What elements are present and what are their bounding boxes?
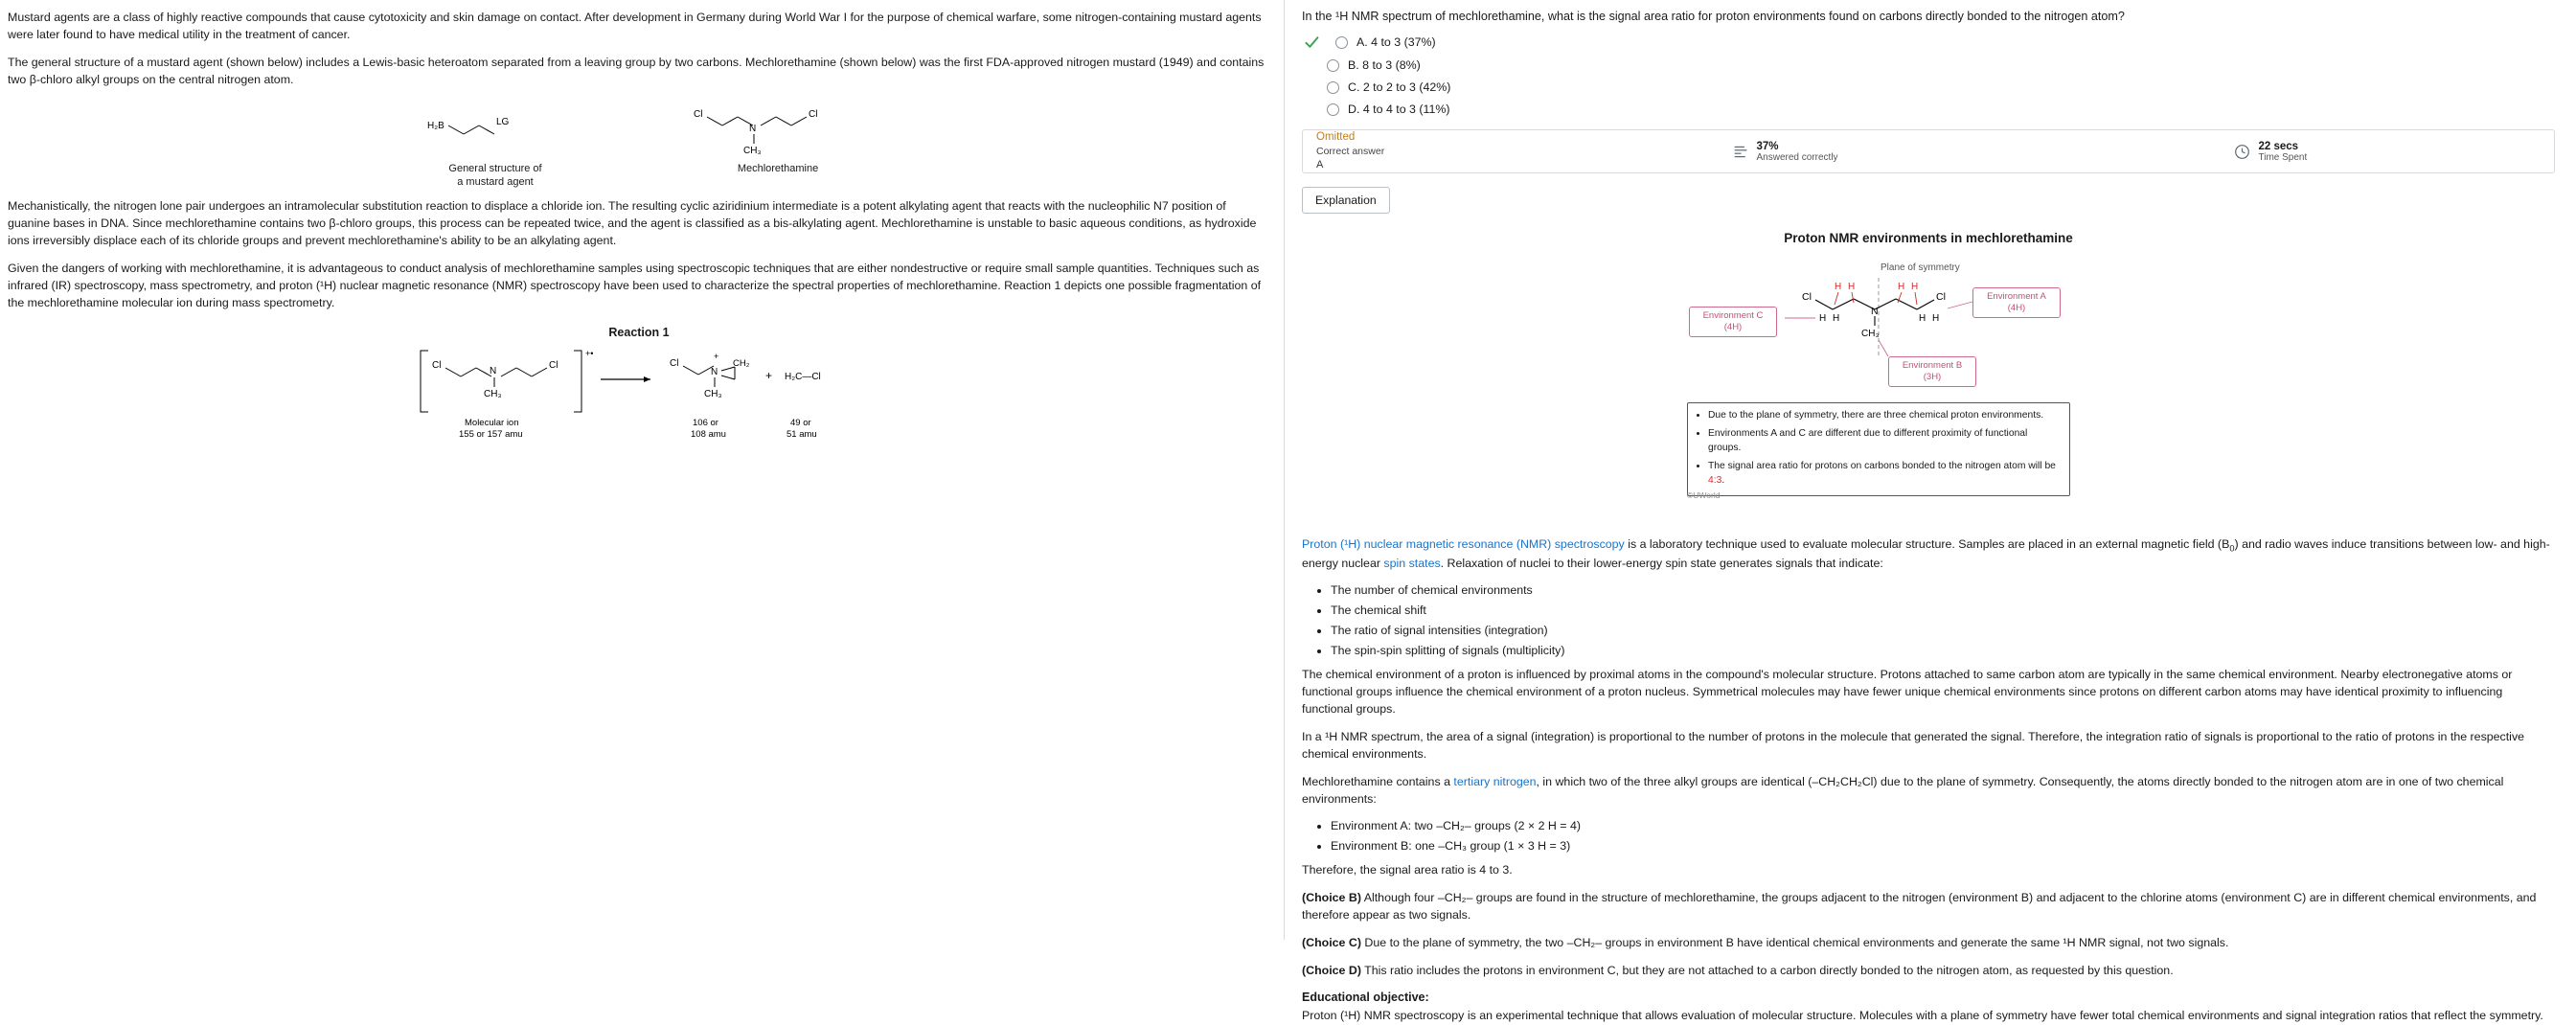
mechlorethamine-svg <box>692 100 864 159</box>
explanation-bullets-2 <box>1302 819 2555 853</box>
nmr-h-c4: H <box>1932 313 1940 324</box>
general-lg-label: LG <box>496 116 510 127</box>
spin-states-link[interactable]: spin states <box>1383 556 1441 570</box>
passage-paragraph-1: Mustard agents are a class of highly reactive compounds that cause cytotoxicity and skin damage on contact. After development in Germany during World War I for the purpose of chemical warfare, some nitrogen-containing mustard agents were later found to have medical utility in the treatment of cancer. <box>8 11 1262 41</box>
correct-answer-label: Correct answer <box>1316 146 1385 158</box>
reactant-cl-left: Cl <box>432 360 442 372</box>
percent-sub: Answered correctly <box>1756 151 1838 163</box>
mechlorethamine-structure <box>692 100 864 190</box>
time-spent <box>2136 141 2541 163</box>
passage-paragraph-3: Mechanistically, the nitrogen lone pair undergoes an intramolecular substitution reaction to displace a chloride ion. The resulting cyclic aziridinium intermediate is a potent alkylating agent that reacts with the nucleophilic N7 position of guanine bases in DNA. Since mechlorethamine contains two β-chloro groups, this process can be repeated twice, and the agent is classified as a bis-alkylating agent. Mechlorethamine is unstable to basic aqueous conditions, as hydroxide ions irreversibly displace each of its chloride groups and prevent mechlorethamine's ability to be an alkylating agent. <box>8 199 1257 248</box>
explanation-p1-sub: 0 <box>2229 543 2235 554</box>
structure-figures <box>8 100 1270 190</box>
explanation-paragraph-5: Therefore, the signal area ratio is 4 to 3. <box>1302 862 1513 877</box>
percent-correct <box>1733 141 2137 163</box>
stats-bar <box>1302 129 2555 173</box>
correct-answer-value: A <box>1316 159 1324 171</box>
passage-paragraph-4: Given the dangers of working with mechlorethamine, it is advantageous to conduct analysis of mechlorethamine samples using spectroscopic techniques that are either nondestructive or require small sample quantities. Techniques such as infrared (IR) spectroscopy, mass spectrometry, and proton (¹H) nuclear magnetic resonance (NMR) spectroscopy have been used to characterize the spectral properties of mechlorethamine. Reaction 1 depicts one possible fragmentation of the mechlorethamine molecular ion during mass spectrometry. <box>8 262 1262 310</box>
explanation-button[interactable]: Explanation <box>1302 187 1390 214</box>
reactant-cap1: Molecular ion <box>465 418 519 429</box>
time-value: 22 secs <box>2258 140 2299 152</box>
tertiary-nitrogen-link[interactable]: tertiary nitrogen <box>1453 774 1537 788</box>
nmr-link[interactable]: Proton (¹H) nuclear magnetic resonance (NMR) spectroscopy <box>1302 537 1625 551</box>
choice-d-label: D. 4 to 4 to 3 (11%) <box>1348 102 1450 116</box>
product2-cap1: 49 or <box>790 418 811 429</box>
passage-paragraph-2: The general structure of a mustard agent (shown below) includes a Lewis-basic heteroatom separated from a leaving group by two carbons. Mechlorethamine (shown below) was the first FDA-approved nitrogen mustard (1949) and contains two β-chloro alkyl groups on the central nitrogen atom. <box>8 55 1265 86</box>
nmr-h-a2: H <box>1848 282 1856 292</box>
callout-environment-b: Environment B (3H) <box>1888 356 1976 387</box>
general-hb-label: H₂B <box>427 120 445 131</box>
omitted-label: Omitted <box>1316 130 1356 143</box>
explanation-bullets-1 <box>1302 583 2555 657</box>
explanation-p1c: . Relaxation of nuclei to their lower-energy spin state generates signals that indicate: <box>1440 556 1883 570</box>
reactant-ch3: CH₃ <box>484 389 502 400</box>
nmr-figure <box>1302 231 2555 527</box>
nmr-h-c3: H <box>1919 313 1926 324</box>
radio-b[interactable] <box>1327 59 1339 72</box>
figure-note-2: • Environments A and C are different due to different proximity of functional groups. <box>1708 427 2061 456</box>
mechlorethamine-caption: Mechlorethamine <box>737 162 819 174</box>
bar-chart-icon <box>1733 144 1749 160</box>
uworld-watermark: ©UWorld <box>1687 490 1721 500</box>
choice-b[interactable] <box>1325 58 2555 72</box>
nmr-cl-left: Cl <box>1802 291 1812 303</box>
choice-c-label: C. 2 to 2 to 3 (42%) <box>1348 80 1451 94</box>
choice-d-tag: (Choice D) <box>1302 963 1361 977</box>
educational-objective-body: Proton (¹H) NMR spectroscopy is an experimental technique that allows evaluation of molecular structure. Molecules with a plane of symmetry have fewer total chemical environments and signal integration ratios that reflect the symmetry. <box>1302 1008 2543 1022</box>
product1-cl: Cl <box>670 358 679 370</box>
reaction-svg <box>409 343 869 448</box>
mech-n: N <box>749 123 757 134</box>
explanation-paragraph-2: The chemical environment of a proton is influenced by proximal atoms in the compound's molecular structure. Protons attached to same carbon atom are typically in the same chemical environment. Nearby electronegative atoms or functional groups influence the chemical environment of a proton nucleus. Symmetrical molecules may have fewer unique chemical environments since protons on different carbon atoms may have identical proximity to influencing functional groups. <box>1302 667 2513 716</box>
percent-value: 37% <box>1756 140 1779 152</box>
mech-cl-right: Cl <box>809 108 818 120</box>
explanation-paragraph-1 <box>1302 536 2555 573</box>
bullet-env-a: • Environment A: two –CH₂– groups (2 × 2 H = 4) <box>1331 819 2555 832</box>
radio-d[interactable] <box>1327 103 1339 116</box>
choice-d-text: This ratio includes the protons in environment C, but they are not attached to a carbon directly bonded to the nitrogen atom, as requested by this question. <box>1360 963 2174 977</box>
choice-list <box>1302 34 2555 116</box>
bullet-env-b: • Environment B: one –CH₃ group (1 × 3 H = 3) <box>1331 839 2555 853</box>
omitted-status <box>1316 130 1733 173</box>
product1-ch3: CH₃ <box>704 389 722 400</box>
choice-b-label: B. 8 to 3 (8%) <box>1348 58 1421 72</box>
choice-c-text: Due to the plane of symmetry, the two –CH₂– groups in environment B have identical chemical environments and generate the same ¹H NMR signal, not two signals. <box>1360 935 2229 949</box>
nmr-h-a4: H <box>1911 282 1919 292</box>
nmr-figure-canvas <box>1497 249 2359 527</box>
choice-c-explanation <box>1302 935 2555 952</box>
reaction-title: Reaction 1 <box>608 326 670 340</box>
reaction-plus: + <box>765 369 773 383</box>
choice-d[interactable] <box>1325 102 2555 116</box>
explanation-paragraph-3: In a ¹H NMR spectrum, the area of a signal (integration) is proportional to the number of protons in the molecule that generated the signal. Therefore, the integration ratio of signals is proportional to the ratio of protons in the respective chemical environments. <box>1302 729 2525 761</box>
explanation-paragraph-4 <box>1302 774 2555 809</box>
time-sub: Time Spent <box>2258 151 2308 163</box>
choice-c[interactable] <box>1325 80 2555 94</box>
explanation-p1a: is a laboratory technique used to evaluate molecular structure. Samples are placed in an external magnetic field (B <box>1624 537 2230 551</box>
check-icon <box>1304 34 1319 50</box>
clock-icon <box>2234 144 2250 160</box>
choice-b-text: Although four –CH₂– groups are found in the structure of mechlorethamine, the groups adjacent to the nitrogen (environment B) and adjacent to the chlorine atoms (environment C) are in different chemical environments, and therefore appear as two signals. <box>1302 890 2537 922</box>
figure-note-1: • Due to the plane of symmetry, there are three chemical proton environments. <box>1708 409 2061 423</box>
bullet-2: • The chemical shift <box>1331 604 2555 617</box>
bullet-1: • The number of chemical environments <box>1331 583 2555 597</box>
general-structure-caption: General structure of a mustard agent <box>448 162 542 188</box>
product2-formula: H₂C—Cl <box>785 372 821 383</box>
figure-note-3: • The signal area ratio for protons on carbons bonded to the nitrogen atom will be 4:3. <box>1708 460 2061 489</box>
question-stem: In the ¹H NMR spectrum of mechlorethamine, what is the signal area ratio for proton environments found on carbons directly bonded to the nitrogen atom? <box>1302 10 2125 23</box>
product1-cap1: 106 or <box>693 418 718 429</box>
choice-c-tag: (Choice C) <box>1302 935 1361 949</box>
passage-column <box>0 0 1284 940</box>
figure-note-ratio: 4:3 <box>1708 474 1722 486</box>
figure-notes <box>1687 402 2070 496</box>
nmr-figure-title: Proton NMR environments in mechlorethamine <box>1784 231 2073 245</box>
nmr-h-a3: H <box>1898 282 1905 292</box>
reactant-cl-right: Cl <box>549 360 559 372</box>
reactant-charge: +• <box>585 349 594 359</box>
reactant-n: N <box>490 366 497 377</box>
nmr-h-a1: H <box>1835 282 1842 292</box>
mech-cl-left: Cl <box>694 108 703 120</box>
nmr-ch3: CH₃ <box>1861 329 1880 339</box>
nmr-h-c2: H <box>1833 313 1840 324</box>
choice-b-explanation <box>1302 890 2555 924</box>
educational-objective-title: Educational objective: <box>1302 990 1429 1004</box>
nmr-cl-right: Cl <box>1936 291 1946 303</box>
bullet-3: • The ratio of signal intensities (integration) <box>1331 624 2555 637</box>
callout-environment-a: Environment A (4H) <box>1972 287 2061 318</box>
choice-b-tag: (Choice B) <box>1302 890 1361 904</box>
product1-ch2: CH₂ <box>733 358 750 370</box>
callout-environment-c: Environment C (4H) <box>1689 307 1777 337</box>
product1-n: N <box>711 367 718 378</box>
bullet-4: • The spin-spin splitting of signals (multiplicity) <box>1331 644 2555 657</box>
choice-d-explanation <box>1302 963 2555 980</box>
general-mustard-svg <box>414 100 577 159</box>
product1-charge: + <box>714 352 719 362</box>
reaction-figure <box>8 343 1270 448</box>
nmr-h-c1: H <box>1819 313 1827 324</box>
explanation-body <box>1302 536 2555 1025</box>
radio-c[interactable] <box>1327 81 1339 94</box>
plane-of-symmetry-label: Plane of symmetry <box>1881 262 1960 273</box>
general-mustard-structure <box>414 100 577 190</box>
question-column <box>1285 0 2576 1022</box>
product2-cap2: 51 amu <box>786 429 817 441</box>
mech-ch3: CH₃ <box>743 145 762 156</box>
explanation-p4b: , in which two of the three alkyl groups are identical (–CH₂CH₂Cl) due to the plane of symmetry. Consequently, the atoms directly bonded to the nitrogen atom are in one of two chemical environments: <box>1302 774 2504 806</box>
reactant-cap2: 155 or 157 amu <box>459 429 523 441</box>
explanation-p1b: ) and radio waves induce transitions between low- and high-energy nuclear <box>1302 537 2550 570</box>
explanation-p4a: Mechlorethamine contains a <box>1302 774 1454 788</box>
radio-a[interactable] <box>1335 36 1348 49</box>
nmr-n: N <box>1871 306 1879 317</box>
choice-a[interactable] <box>1325 34 2555 50</box>
product1-cap2: 108 amu <box>691 429 726 441</box>
choice-a-label: A. 4 to 3 (37%) <box>1356 35 1436 49</box>
